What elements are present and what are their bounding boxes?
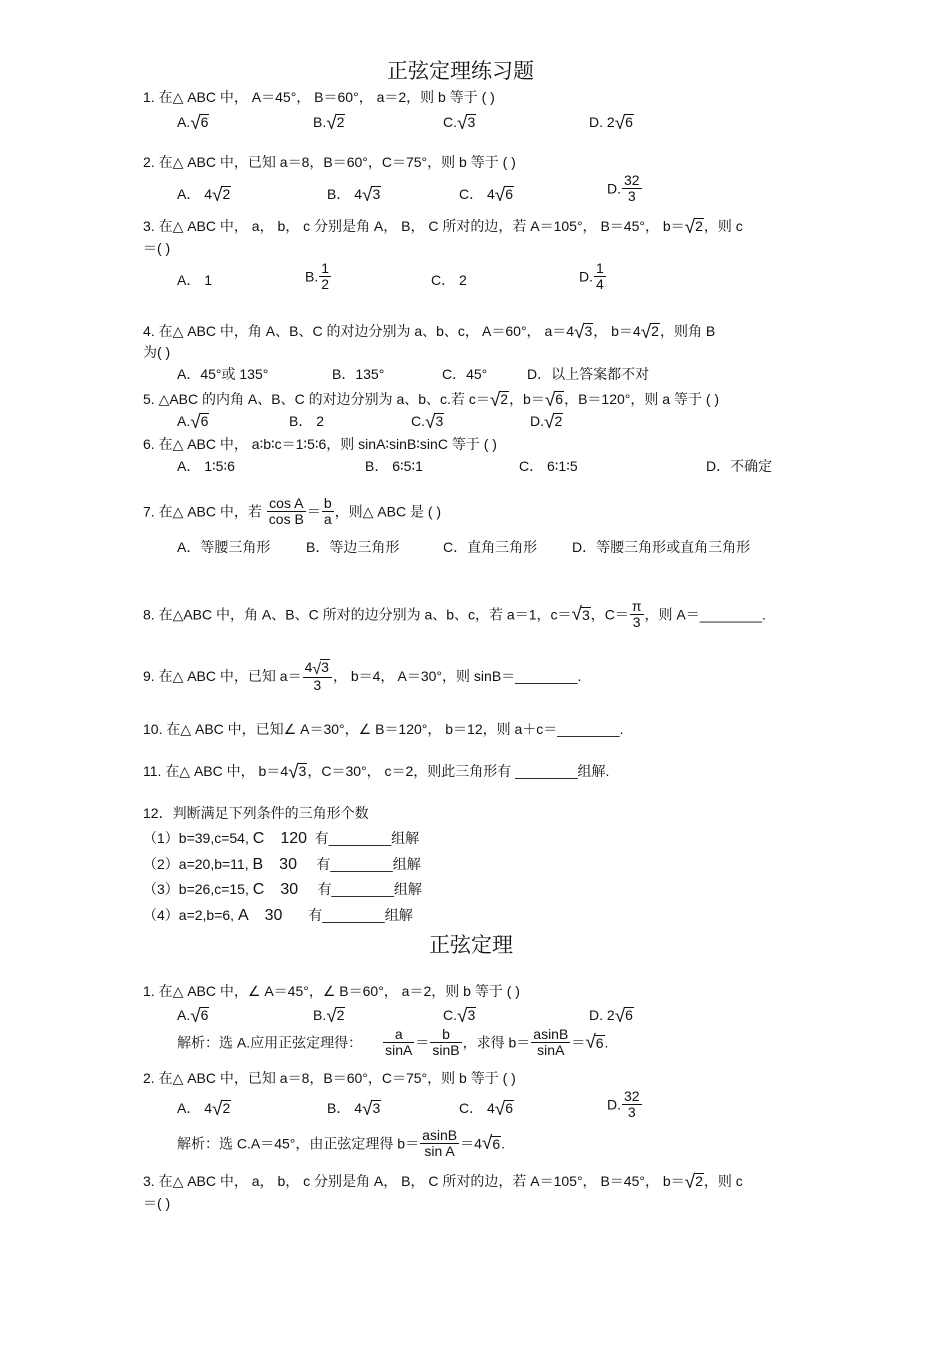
- q5-option-a: A.√6: [177, 412, 209, 433]
- q9-stem: 9. 在△ ABC 中，已知 a＝ $\frac{4√3}{3}$ ， b＝4， A＝30°，则 sinB＝________.: [143, 659, 582, 693]
- s2-option-d: D. $\frac{32}{3}$: [607, 1088, 640, 1120]
- q3-stem-line2: ＝( ): [143, 240, 171, 256]
- q3-option-a: A． 1: [177, 272, 213, 288]
- s1-option-a: A.√6: [177, 1006, 209, 1027]
- q1-option-b: B.√2: [313, 113, 345, 134]
- q7-stem: 7. 在△ ABC 中，若 $\frac{\text{cos A}}{\text{cos B}}$ ＝ $\frac{b}{a}$ ，则△ ABC 是 ( ): [143, 495, 442, 527]
- q2-stem: 2. 在△ ABC 中，已知 a＝8，B＝60°，C＝75°，则 b 等于 ( ): [143, 154, 516, 170]
- q1-option-a: A.√6: [177, 113, 209, 134]
- q6-option-d: D．不确定: [706, 458, 773, 474]
- q4-option-d: D．以上答案都不对: [527, 366, 650, 382]
- s3-stem-line2: ＝( ): [143, 1195, 171, 1211]
- q3-stem: 3. 在△ ABC 中， a， b， c 分别是角 A， B， C 所对的边，若 A＝105°， B＝45°， b＝√2，则 c: [143, 217, 743, 238]
- s2-stem: 2. 在△ ABC 中，已知 a＝8，B＝60°，C＝75°，则 b 等于 ( ): [143, 1070, 516, 1086]
- q4-stem-line2: 为( ): [143, 344, 171, 360]
- q2-option-d: D. $\frac{32}{3}$: [607, 172, 640, 204]
- q8-stem: 8. 在△ABC 中，角 A、B、C 所对的边分别为 a、b、c，若 a＝1，c＝√3，C＝ $\frac{\pi}{3}$ ，则 A＝________.: [143, 598, 766, 630]
- q7-option-d: D．等腰三角形或直角三角形: [572, 539, 751, 555]
- s3-stem: 3. 在△ ABC 中， a， b， c 分别是角 A， B， C 所对的边，若 A＝105°， B＝45°， b＝√2，则 c: [143, 1172, 743, 1193]
- q4-option-a: A．45°或 135°: [177, 366, 269, 382]
- s1-option-d: D. 2√6: [589, 1006, 633, 1027]
- q1-option-d: D. 2√6: [589, 113, 633, 134]
- q6-option-c: C． 6∶1∶5: [519, 458, 578, 474]
- page-title: 正弦定理练习题: [387, 59, 534, 83]
- q2-option-c: C． 4√6: [459, 185, 514, 206]
- q6-option-a: A． 1∶5∶6: [177, 458, 235, 474]
- s1-solution: 解析：选 A.应用正弦定理得： $\frac{a}{\sin A}$ ＝ $\frac{b}{\sin B}$ ，求得 b＝ $\frac{asinB}{\sin A}$ ＝√6.: [177, 1026, 609, 1058]
- s2-solution: 解析：选 C.A＝45°，由正弦定理得 b＝ $\frac{asinB}{\text{sin A}}$ ＝4√6.: [177, 1127, 506, 1159]
- q4-stem: 4. 在△ ABC 中，角 A、B、C 的对边分别为 a、b、c， A＝60°， a＝4√3， b＝4√2，则角 B: [143, 322, 716, 343]
- q2-option-a: A． 4√2: [177, 185, 231, 206]
- q5-option-c: C.√3: [411, 412, 444, 433]
- q6-stem: 6. 在△ ABC 中， a∶b∶c＝1∶5∶6，则 sinA∶sinB∶sinC 等于 ( ): [143, 436, 497, 452]
- q5-stem: 5. △ABC 的内角 A、B、C 的对边分别为 a、b、c.若 c＝√2，b＝√6，B＝120°，则 a 等于 ( ): [143, 390, 720, 411]
- q4-option-b: B．135°: [332, 366, 385, 382]
- q4-option-c: C．45°: [442, 366, 488, 382]
- q11-stem: 11. 在△ ABC 中， b＝4√3，C＝30°， c＝2，则此三角形有 ________组解.: [143, 762, 610, 783]
- q12-item-3: （3）b=26,c=15, C 30 有________组解: [143, 881, 422, 898]
- q10-stem: 10. 在△ ABC 中，已知∠ A＝30°，∠ B＝120°， b＝12，则 a＋c＝________.: [143, 721, 624, 737]
- q3-option-b: B. $\frac{1}{2}$: [305, 260, 330, 292]
- s2-option-c: C． 4√6: [459, 1099, 514, 1120]
- s1-option-c: C.√3: [443, 1006, 476, 1027]
- section-title: 正弦定理: [429, 933, 513, 957]
- q3-option-c: C． 2: [431, 272, 467, 288]
- q7-option-c: C．直角三角形: [443, 539, 538, 555]
- q12-item-2: （2）a=20,b=11, B 30 有________组解: [143, 856, 421, 873]
- q5-option-d: D.√2: [530, 412, 563, 433]
- q12-stem: 12．判断满足下列条件的三角形个数: [143, 805, 369, 821]
- q7-option-b: B．等边三角形: [306, 539, 400, 555]
- q2-option-b: B． 4√3: [327, 185, 381, 206]
- q7-option-a: A．等腰三角形: [177, 539, 271, 555]
- q6-option-b: B． 6∶5∶1: [365, 458, 423, 474]
- s2-option-b: B． 4√3: [327, 1099, 381, 1120]
- s1-option-b: B.√2: [313, 1006, 345, 1027]
- q1-stem: 1. 在△ ABC 中， A＝45°， B＝60°， a＝2，则 b 等于 ( ): [143, 89, 495, 105]
- q5-option-b: B． 2: [289, 413, 325, 429]
- q12-item-1: （1）b=39,c=54, C 120 有________组解: [143, 830, 420, 847]
- q12-item-4: （4）a=2,b=6, A 30 有________组解: [143, 907, 413, 924]
- s1-stem: 1. 在△ ABC 中，∠ A＝45°，∠ B＝60°， a＝2，则 b 等于 ( ): [143, 983, 520, 999]
- s2-option-a: A． 4√2: [177, 1099, 231, 1120]
- q1-option-c: C.√3: [443, 113, 476, 134]
- q3-option-d: D. $\frac{1}{4}$: [579, 260, 604, 292]
